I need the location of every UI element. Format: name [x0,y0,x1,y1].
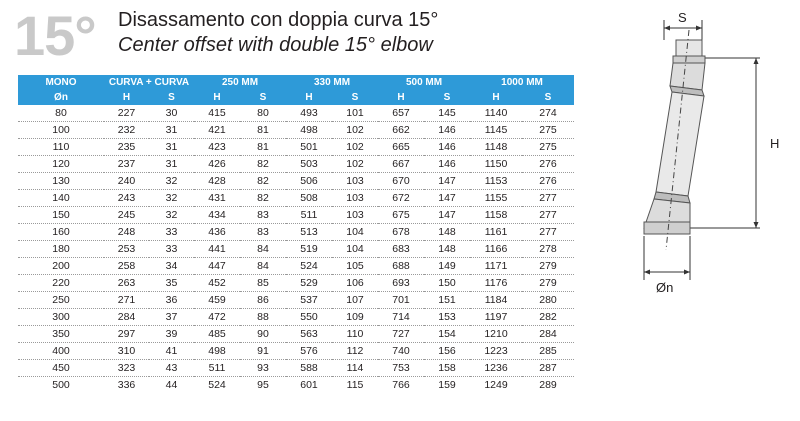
table-cell: 563 [286,326,332,343]
table-cell: 1161 [470,224,522,241]
table-cell: 1140 [470,105,522,122]
header-500mm: 500 MM [378,75,470,90]
table-cell: 529 [286,275,332,292]
angle-badge: 15° [14,4,96,67]
table-cell: 82 [240,190,286,207]
table-cell: 41 [149,343,194,360]
table-cell: 284 [522,326,574,343]
table-cell: 109 [332,309,378,326]
table-cell: 245 [104,207,149,224]
table-cell: 276 [522,173,574,190]
table-cell: 146 [424,122,470,139]
table-cell: 158 [424,360,470,377]
table-cell: 672 [378,190,424,207]
table-cell: 32 [149,173,194,190]
table-cell: 508 [286,190,332,207]
table-cell: 519 [286,241,332,258]
table-cell: 503 [286,156,332,173]
table-cell: 93 [240,360,286,377]
table-cell: 279 [522,258,574,275]
table-cell: 601 [300,379,318,391]
table-cell: 84 [240,241,286,258]
table-cell: 153 [424,309,470,326]
label-h: H [770,136,780,151]
table-row [18,275,574,292]
table-cell: 106 [332,275,378,292]
header-h: H [104,90,149,105]
table-cell: 1155 [470,190,522,207]
table-cell: 33 [149,224,194,241]
table-cell: 35 [149,275,194,292]
table-cell: 678 [378,224,424,241]
table-cell: 426 [194,156,240,173]
table-cell: 550 [286,309,332,326]
table-cell: 86 [240,292,286,309]
table-cell: 428 [194,173,240,190]
table-cell: 278 [522,241,574,258]
table-cell: 524 [286,258,332,275]
table-cell: 421 [194,122,240,139]
table-cell: 237 [104,156,149,173]
table-cell: 104 [332,224,378,241]
table-cell-diameter: 220 [18,275,104,292]
header-s: S [149,90,194,105]
table-cell: 537 [286,292,332,309]
table-cell-diameter: 110 [18,139,104,156]
table-cell: 107 [332,292,378,309]
table-cell: 415 [194,105,240,122]
table-cell: 693 [378,275,424,292]
table-cell: 576 [286,343,332,360]
table-cell: 159 [438,379,456,391]
table-cell: 588 [286,360,332,377]
table-cell: 1249 [484,379,508,391]
header-s: S [522,90,574,105]
table-cell: 1158 [470,207,522,224]
table-cell-diameter: 180 [18,241,104,258]
table-cell: 148 [424,224,470,241]
table-cell: 727 [378,326,424,343]
table-row [18,241,574,258]
header-s: S [332,90,378,105]
table-cell: 1150 [470,156,522,173]
pipe-drawing [644,30,705,250]
table-sub-header-row [18,90,574,105]
table-cell: 154 [424,326,470,343]
header-h: H [194,90,240,105]
table-cell: 1171 [470,258,522,275]
table-cell: 271 [104,292,149,309]
table-cell: 1184 [470,292,522,309]
table-cell: 1145 [470,122,522,139]
table-cell: 511 [286,207,332,224]
header-330mm: 330 MM [286,75,378,90]
table-cell: 83 [240,224,286,241]
table-cell: 323 [104,360,149,377]
table-cell: 459 [194,292,240,309]
header-h: H [378,90,424,105]
table-cell: 235 [104,139,149,156]
table-cell: 740 [378,343,424,360]
table-cell: 524 [208,379,226,391]
table-cell: 30 [149,105,194,122]
table-cell: 282 [522,309,574,326]
header-250mm: 250 MM [194,75,286,90]
table-cell: 665 [378,139,424,156]
table-cell: 149 [424,258,470,275]
header-diameter: Øn [18,90,104,105]
table-cell: 44 [165,379,178,391]
table-cell: 32 [149,190,194,207]
table-cell: 240 [104,173,149,190]
table-cell: 83 [240,207,286,224]
table-cell: 146 [424,139,470,156]
table-cell: 150 [424,275,470,292]
header-h: H [286,90,332,105]
table-cell: 485 [194,326,240,343]
table-cell: 701 [378,292,424,309]
table-cell: 90 [240,326,286,343]
table-cell: 436 [194,224,240,241]
table-cell: 683 [378,241,424,258]
table-cell: 431 [194,190,240,207]
table-cell: 88 [240,309,286,326]
table-cell: 145 [424,105,470,122]
table-row [18,139,574,156]
table-row [18,309,574,326]
table-cell: 253 [104,241,149,258]
table-cell: 95 [257,379,269,391]
label-s: S [678,10,687,25]
table-cell: 148 [424,241,470,258]
table-header [18,75,574,105]
table-cell: 151 [424,292,470,309]
table-cell: 101 [332,105,378,122]
table-cell: 441 [194,241,240,258]
table-cell: 36 [149,292,194,309]
table-cell: 147 [424,207,470,224]
table-cell: 82 [240,173,286,190]
table-cell: 112 [332,343,378,360]
table-cell: 688 [378,258,424,275]
table-cell: 662 [378,122,424,139]
table-cell: 434 [194,207,240,224]
table-cell: 81 [240,122,286,139]
table-cell: 447 [194,258,240,275]
table-cell: 1153 [470,173,522,190]
table-cell: 284 [104,309,149,326]
table-row [18,292,574,309]
table-cell: 513 [286,224,332,241]
table-cell-diameter: 140 [18,190,104,207]
table-cell-diameter: 200 [18,258,104,275]
table-cell: 511 [194,360,240,377]
table-cell: 280 [522,292,574,309]
table-cell: 33 [149,241,194,258]
page-title-english: Center offset with double 15° elbow [118,34,433,56]
table-cell-diameter: 160 [18,224,104,241]
table-cell: 43 [149,360,194,377]
table-cell-diameter: 100 [18,122,104,139]
table-cell: 110 [332,326,378,343]
table-cell: 1223 [470,343,522,360]
table-cell-diameter: 80 [18,105,104,122]
table-cell: 501 [286,139,332,156]
table-cell: 105 [332,258,378,275]
table-group-header-row [18,75,574,90]
table-cell: 287 [522,360,574,377]
table-cell: 31 [149,122,194,139]
table-row [18,207,574,224]
table-cell: 103 [332,207,378,224]
table-cell: 714 [378,309,424,326]
table-cell: 34 [149,258,194,275]
table-cell: 310 [104,343,149,360]
page-title-italian: Disassamento con doppia curva 15° [118,9,439,31]
table-cell: 274 [522,105,574,122]
table-cell-diameter: 130 [18,173,104,190]
table-cell: 1236 [470,360,522,377]
table-cell: 156 [424,343,470,360]
table-cell: 753 [378,360,424,377]
table-row [18,173,574,190]
header-curva-curva: CURVA + CURVA [104,75,194,90]
table-row [18,343,574,360]
table-cell: 258 [104,258,149,275]
table-cell: 37 [149,309,194,326]
table-cell: 146 [424,156,470,173]
table-cell: 1197 [470,309,522,326]
label-diameter: Øn [656,280,674,295]
table-cell: 498 [286,122,332,139]
table-cell-diameter: 400 [18,343,104,360]
table-row [18,258,574,275]
table-cell: 279 [522,275,574,292]
offset-dimensions-table [18,75,574,393]
table-cell: 263 [104,275,149,292]
table-cell: 102 [332,122,378,139]
table-cell: 81 [240,139,286,156]
table-cell: 39 [149,326,194,343]
header-1000mm: 1000 MM [470,75,574,90]
table-cell: 277 [522,224,574,241]
table-cell: 506 [286,173,332,190]
table-cell: 80 [240,105,286,122]
table-cell: 285 [522,343,574,360]
table-row [18,156,574,173]
table-cell: 104 [332,241,378,258]
table-cell: 493 [286,105,332,122]
table-cell: 115 [346,379,364,391]
table-cell: 276 [522,156,574,173]
table-row [18,360,574,377]
table-cell: 766 [392,379,410,391]
table-body [18,105,574,393]
table-cell: 82 [240,156,286,173]
table-cell-diameter: 300 [18,309,104,326]
table-row [18,122,574,139]
table-row [18,105,574,122]
table-cell: 103 [332,173,378,190]
table-cell-diameter: 450 [18,360,104,377]
table-cell: 670 [378,173,424,190]
table-cell: 147 [424,173,470,190]
table-cell-diameter: 500 [52,379,70,391]
offset-pipe-diagram [610,0,800,300]
table-cell: 657 [378,105,424,122]
table-cell: 423 [194,139,240,156]
table-row [18,224,574,241]
table-cell: 275 [522,122,574,139]
header-mono: MONO [18,75,104,90]
table-cell: 1166 [470,241,522,258]
table-cell: 498 [194,343,240,360]
table-cell: 1210 [470,326,522,343]
table-cell-diameter: 250 [18,292,104,309]
table-cell: 452 [194,275,240,292]
table-cell: 289 [539,379,557,391]
table-cell: 675 [378,207,424,224]
table-cell: 243 [104,190,149,207]
table-row [18,326,574,343]
table-cell: 1148 [470,139,522,156]
table-cell: 277 [522,190,574,207]
header-s: S [240,90,286,105]
table-cell-diameter: 150 [18,207,104,224]
table-cell: 103 [332,190,378,207]
table-cell: 102 [332,156,378,173]
table-row [18,377,574,394]
table-cell: 31 [149,139,194,156]
table-cell: 85 [240,275,286,292]
table-cell: 1176 [470,275,522,292]
table-cell: 227 [104,105,149,122]
table-cell-diameter: 120 [18,156,104,173]
table-cell: 31 [149,156,194,173]
table-cell: 275 [522,139,574,156]
table-cell: 248 [104,224,149,241]
table-cell: 667 [378,156,424,173]
table-row [18,190,574,207]
table-cell: 114 [332,360,378,377]
table-cell: 336 [117,379,136,391]
table-cell-diameter: 350 [18,326,104,343]
header-h: H [470,90,522,105]
table-cell: 84 [240,258,286,275]
table-cell: 102 [332,139,378,156]
table-cell: 472 [194,309,240,326]
table-cell: 232 [104,122,149,139]
table-cell: 147 [424,190,470,207]
table-cell: 32 [149,207,194,224]
header-s: S [424,90,470,105]
table-cell: 91 [240,343,286,360]
table-cell: 277 [522,207,574,224]
table-cell: 297 [104,326,149,343]
